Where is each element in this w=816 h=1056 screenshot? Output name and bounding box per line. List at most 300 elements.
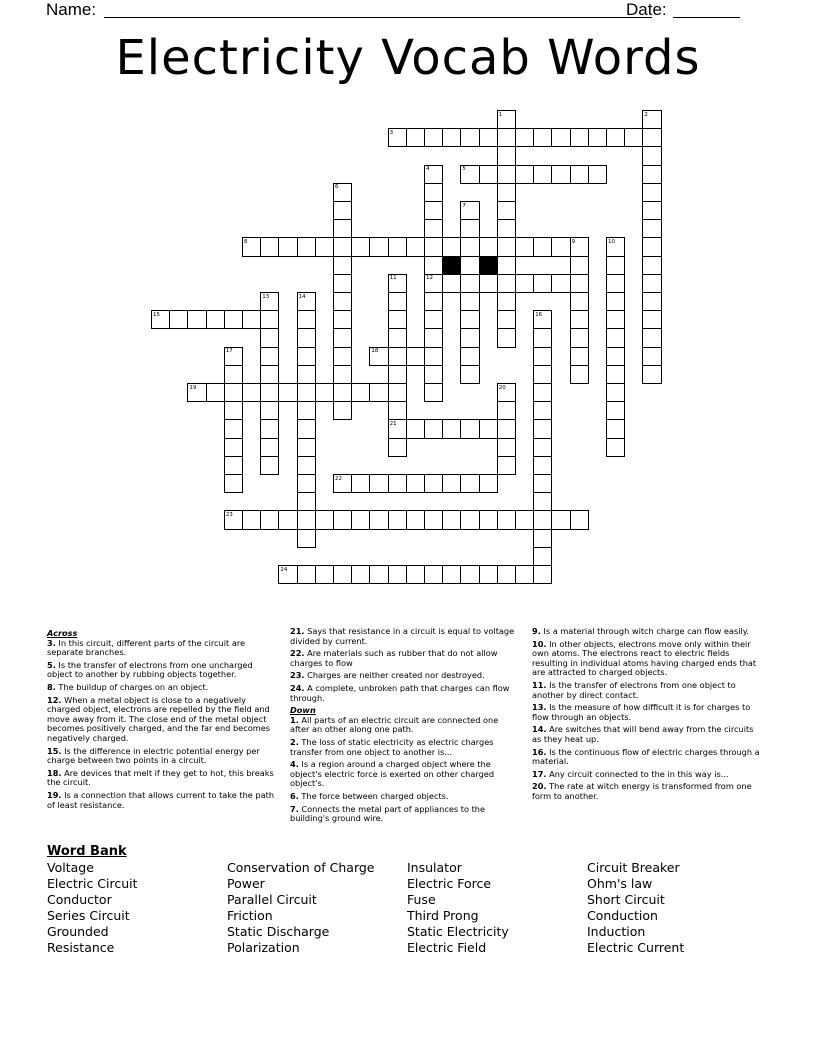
crossword-cell[interactable] [406, 510, 425, 529]
crossword-cell[interactable] [515, 510, 534, 529]
crossword-cell[interactable] [297, 510, 316, 529]
crossword-cell[interactable] [460, 565, 479, 584]
crossword-cell[interactable] [424, 510, 443, 529]
crossword-cell[interactable] [369, 237, 388, 256]
crossword-cell[interactable] [297, 310, 316, 329]
clue-text: Any circuit connected to the in this way is... [549, 768, 729, 779]
crossword-cell[interactable] [497, 183, 516, 202]
crossword-cell[interactable] [187, 310, 206, 329]
clue-number: 3. [47, 637, 56, 648]
crossword-cell[interactable] [497, 128, 516, 147]
crossword-cell[interactable] [497, 146, 516, 165]
crossword-cell[interactable] [442, 274, 461, 293]
crossword-cell[interactable] [333, 219, 352, 238]
crossword-cell[interactable] [424, 256, 443, 275]
clue-down-16 [532, 748, 762, 767]
clue-number: 6. [290, 790, 299, 801]
crossword-cell[interactable] [497, 292, 516, 311]
crossword-cell[interactable] [388, 328, 407, 347]
crossword-cell[interactable] [224, 383, 243, 402]
crossword-cell[interactable] [242, 510, 261, 529]
crossword-cell[interactable] [406, 565, 425, 584]
crossword-cell[interactable] [351, 565, 370, 584]
crossword-cell[interactable] [460, 310, 479, 329]
crossword-cell[interactable] [315, 565, 334, 584]
crossword-cell[interactable] [460, 201, 479, 220]
clue-across-3 [47, 639, 275, 658]
crossword-cell[interactable] [297, 419, 316, 438]
clue-text: In other objects, electrons move only within their own atoms. The electrons react to electric fields resulting in individual atoms having charged ends that are attracted to charged objects. [532, 638, 757, 678]
clue-number: 16. [532, 746, 547, 757]
crossword-cell[interactable] [606, 419, 625, 438]
crossword-cell[interactable] [533, 419, 552, 438]
crossword-cell[interactable] [169, 310, 188, 329]
crossword-cell[interactable] [588, 165, 607, 184]
crossword-cell[interactable] [315, 510, 334, 529]
crossword-cell[interactable] [442, 474, 461, 493]
clue-down-14 [532, 725, 762, 744]
crossword-cell[interactable] [551, 165, 570, 184]
crossword-cell[interactable] [206, 310, 225, 329]
crossword-cell[interactable] [642, 256, 661, 275]
crossword-cell[interactable] [260, 292, 279, 311]
crossword-cell[interactable] [642, 347, 661, 366]
crossword-cell[interactable] [479, 274, 498, 293]
crossword-cell[interactable] [533, 383, 552, 402]
word-bank-item: Parallel Circuit [227, 892, 317, 907]
crossword-cell[interactable] [442, 565, 461, 584]
crossword-cell[interactable] [642, 110, 661, 129]
crossword-cell[interactable] [388, 347, 407, 366]
crossword-cell[interactable] [424, 347, 443, 366]
crossword-cell[interactable] [333, 474, 352, 493]
crossword-cell[interactable] [278, 510, 297, 529]
clue-down-20 [532, 782, 762, 801]
cell-number: 20 [498, 384, 506, 391]
clue-number: 12. [47, 694, 62, 705]
crossword-cell[interactable] [533, 128, 552, 147]
crossword-cell[interactable] [460, 510, 479, 529]
crossword-cell[interactable] [497, 165, 516, 184]
crossword-cell[interactable] [388, 310, 407, 329]
crossword-cell[interactable] [515, 128, 534, 147]
crossword-cell[interactable] [388, 510, 407, 529]
crossword-cell[interactable] [497, 237, 516, 256]
crossword-cell[interactable] [570, 347, 589, 366]
crossword-cell[interactable] [406, 347, 425, 366]
word-bank-item: Ohm's law [587, 876, 653, 891]
crossword-cell[interactable] [333, 510, 352, 529]
crossword-cell[interactable] [424, 274, 443, 293]
crossword-cell[interactable] [333, 328, 352, 347]
page-title: Electricity Vocab Words [115, 30, 701, 86]
crossword-cell[interactable] [533, 547, 552, 566]
crossword-cell[interactable] [442, 237, 461, 256]
crossword-cell[interactable] [297, 438, 316, 457]
crossword-cell[interactable] [260, 365, 279, 384]
crossword-cell[interactable] [224, 474, 243, 493]
crossword-cell[interactable] [260, 383, 279, 402]
crossword-cell[interactable] [551, 274, 570, 293]
crossword-cell[interactable] [333, 383, 352, 402]
clue-text: Are materials such as rubber that do not allow charges to flow [290, 648, 498, 668]
word-bank-item: Electric Field [407, 940, 487, 955]
crossword-cell[interactable] [533, 401, 552, 420]
crossword-cell[interactable] [388, 474, 407, 493]
crossword-cell[interactable] [260, 401, 279, 420]
crossword-cell[interactable] [606, 128, 625, 147]
crossword-cell[interactable] [515, 237, 534, 256]
crossword-cell[interactable] [551, 237, 570, 256]
word-bank-item: Electric Circuit [47, 876, 138, 891]
crossword-cell[interactable] [260, 328, 279, 347]
crossword-cell[interactable] [533, 274, 552, 293]
crossword-cell[interactable] [406, 474, 425, 493]
crossword-cell[interactable] [406, 128, 425, 147]
crossword-cell[interactable] [224, 510, 243, 529]
crossword-cell[interactable] [497, 201, 516, 220]
crossword-cell[interactable] [206, 383, 225, 402]
crossword-cell[interactable] [479, 565, 498, 584]
crossword-cell[interactable] [333, 365, 352, 384]
crossword-cell[interactable] [388, 401, 407, 420]
clue-number: 13. [532, 702, 547, 713]
crossword-cell[interactable] [497, 328, 516, 347]
crossword-cell[interactable] [369, 510, 388, 529]
crossword-cell[interactable] [497, 383, 516, 402]
crossword-cell[interactable] [642, 310, 661, 329]
cell-number: 8 [244, 238, 248, 245]
crossword-cell[interactable] [351, 237, 370, 256]
crossword-cell[interactable] [606, 256, 625, 275]
crossword-cell[interactable] [533, 565, 552, 584]
crossword-cell[interactable] [333, 256, 352, 275]
crossword-cell[interactable] [460, 274, 479, 293]
crossword-cell[interactable] [424, 565, 443, 584]
crossword-cell[interactable] [460, 347, 479, 366]
word-bank-item: Fuse [407, 892, 436, 907]
clue-down-4 [290, 760, 518, 789]
crossword-cell[interactable] [606, 401, 625, 420]
crossword-cell[interactable] [606, 365, 625, 384]
clue-text: The force between charged objects. [301, 790, 449, 801]
crossword-cell[interactable] [333, 401, 352, 420]
crossword-cell[interactable] [497, 438, 516, 457]
crossword-cell[interactable] [424, 383, 443, 402]
cell-number: 7 [462, 202, 466, 209]
crossword-cell[interactable] [333, 310, 352, 329]
crossword-cell[interactable] [297, 328, 316, 347]
clue-across-5 [47, 661, 275, 680]
crossword-cell[interactable] [388, 292, 407, 311]
crossword-cell[interactable] [497, 510, 516, 529]
crossword-cell[interactable] [570, 292, 589, 311]
word-bank-list [47, 860, 767, 956]
crossword-cell[interactable] [533, 310, 552, 329]
crossword-cell[interactable] [460, 165, 479, 184]
crossword-cell[interactable] [242, 383, 261, 402]
crossword-cell[interactable] [242, 237, 261, 256]
date-field[interactable] [673, 17, 740, 18]
crossword-cell[interactable] [606, 328, 625, 347]
crossword-cell[interactable] [224, 347, 243, 366]
blocked-cell [442, 256, 461, 275]
crossword-cell[interactable] [642, 201, 661, 220]
word-bank-item: Voltage [47, 860, 94, 875]
crossword-cell[interactable] [388, 237, 407, 256]
crossword-cell[interactable] [278, 237, 297, 256]
crossword-cell[interactable] [297, 474, 316, 493]
crossword-cell[interactable] [606, 274, 625, 293]
crossword-cell[interactable] [642, 292, 661, 311]
crossword-cell[interactable] [497, 401, 516, 420]
crossword-cell[interactable] [424, 128, 443, 147]
clue-text: Charges are neither created nor destroyed. [307, 670, 485, 681]
crossword-cell[interactable] [570, 328, 589, 347]
crossword-cell[interactable] [297, 347, 316, 366]
crossword-cell[interactable] [479, 128, 498, 147]
crossword-cell[interactable] [606, 383, 625, 402]
crossword-cell[interactable] [424, 201, 443, 220]
crossword-cell[interactable] [570, 256, 589, 275]
crossword-cell[interactable] [224, 456, 243, 475]
crossword-cell[interactable] [551, 128, 570, 147]
crossword-cell[interactable] [260, 438, 279, 457]
crossword-cell[interactable] [460, 292, 479, 311]
crossword-cell[interactable] [479, 510, 498, 529]
crossword-cell[interactable] [333, 201, 352, 220]
crossword-cell[interactable] [515, 165, 534, 184]
crossword-cell[interactable] [388, 274, 407, 293]
crossword-cell[interactable] [388, 383, 407, 402]
crossword-cell[interactable] [570, 365, 589, 384]
crossword-cell[interactable] [460, 474, 479, 493]
crossword-cell[interactable] [533, 347, 552, 366]
crossword-cell[interactable] [642, 365, 661, 384]
crossword-cell[interactable] [570, 128, 589, 147]
crossword-cell[interactable] [570, 274, 589, 293]
blocked-cell [479, 256, 498, 275]
crossword-cell[interactable] [369, 565, 388, 584]
crossword-cell[interactable] [515, 565, 534, 584]
crossword-cell[interactable] [533, 328, 552, 347]
crossword-cell[interactable] [570, 165, 589, 184]
clue-text: Connects the metal part of appliances to the building's ground wire. [290, 803, 486, 824]
crossword-cell[interactable] [333, 292, 352, 311]
crossword-cell[interactable] [297, 565, 316, 584]
crossword-cell[interactable] [351, 474, 370, 493]
crossword-cell[interactable] [588, 128, 607, 147]
word-bank-item: Static Discharge [227, 924, 330, 939]
word-bank-item: Polarization [227, 940, 300, 955]
crossword-cell[interactable] [297, 529, 316, 548]
crossword-cell[interactable] [369, 383, 388, 402]
crossword-cell[interactable] [533, 492, 552, 511]
crossword-cell[interactable] [333, 347, 352, 366]
crossword-cell[interactable] [406, 419, 425, 438]
crossword-cell[interactable] [497, 110, 516, 129]
crossword-cell[interactable] [570, 510, 589, 529]
clue-across-21 [290, 627, 518, 646]
crossword-cell[interactable] [260, 456, 279, 475]
crossword-cell[interactable] [479, 474, 498, 493]
crossword-cell[interactable] [315, 383, 334, 402]
crossword-cell[interactable] [606, 292, 625, 311]
crossword-cell[interactable] [388, 438, 407, 457]
crossword-cell[interactable] [388, 419, 407, 438]
crossword-cell[interactable] [497, 565, 516, 584]
crossword-cell[interactable] [278, 565, 297, 584]
cell-number: 6 [335, 184, 339, 191]
crossword-cell[interactable] [297, 401, 316, 420]
cell-number: 16 [535, 311, 543, 318]
crossword-cell[interactable] [642, 128, 661, 147]
crossword-cell[interactable] [278, 383, 297, 402]
clue-text: Is the difference in electric potential energy per charge between two points in a circuit. [47, 745, 260, 766]
crossword-cell[interactable] [515, 274, 534, 293]
crossword-cell[interactable] [424, 237, 443, 256]
crossword-cell[interactable] [369, 474, 388, 493]
crossword-cell[interactable] [333, 183, 352, 202]
crossword-cell[interactable] [388, 365, 407, 384]
crossword-cell[interactable] [497, 419, 516, 438]
crossword-cell[interactable] [479, 419, 498, 438]
crossword-cell[interactable] [224, 401, 243, 420]
crossword-cell[interactable] [333, 237, 352, 256]
clue-across-23 [290, 671, 518, 681]
clue-number: 20. [532, 781, 547, 792]
crossword-cell[interactable] [260, 310, 279, 329]
crossword-cell[interactable] [260, 419, 279, 438]
crossword-cell[interactable] [260, 347, 279, 366]
crossword-cell[interactable] [297, 292, 316, 311]
crossword-cell[interactable] [224, 365, 243, 384]
crossword-cell[interactable] [460, 219, 479, 238]
crossword-cell[interactable] [424, 365, 443, 384]
crossword-cell[interactable] [533, 237, 552, 256]
crossword-cell[interactable] [333, 565, 352, 584]
crossword-cell[interactable] [606, 310, 625, 329]
crossword-cell[interactable] [297, 383, 316, 402]
crossword-cell[interactable] [224, 310, 243, 329]
crossword-cell[interactable] [460, 128, 479, 147]
crossword-cell[interactable] [551, 510, 570, 529]
crossword-cell[interactable] [642, 328, 661, 347]
crossword-cell[interactable] [624, 128, 643, 147]
crossword-cell[interactable] [533, 438, 552, 457]
crossword-cell[interactable] [570, 237, 589, 256]
word-bank-item: Electric Force [407, 876, 492, 891]
cell-number: 19 [189, 384, 197, 391]
crossword-cell[interactable] [406, 237, 425, 256]
crossword-cell[interactable] [424, 219, 443, 238]
crossword-cell[interactable] [533, 365, 552, 384]
crossword-cell[interactable] [297, 492, 316, 511]
crossword-cell[interactable] [606, 237, 625, 256]
crossword-cell[interactable] [224, 419, 243, 438]
crossword-cell[interactable] [533, 456, 552, 475]
crossword-cell[interactable] [606, 347, 625, 366]
crossword-cell[interactable] [460, 328, 479, 347]
cell-number: 14 [298, 293, 306, 300]
crossword-cell[interactable] [442, 510, 461, 529]
crossword-cell[interactable] [533, 510, 552, 529]
crossword-cell[interactable] [533, 165, 552, 184]
crossword-cell[interactable] [260, 510, 279, 529]
clue-across-22 [290, 649, 518, 668]
crossword-cell[interactable] [642, 237, 661, 256]
crossword-cell[interactable] [388, 565, 407, 584]
crossword-cell[interactable] [497, 274, 516, 293]
cell-number: 9 [571, 238, 576, 245]
clue-text: Is a material through witch charge can flow easily. [543, 626, 750, 636]
crossword-cell[interactable] [497, 219, 516, 238]
crossword-cell[interactable] [497, 310, 516, 329]
crossword-cell[interactable] [351, 383, 370, 402]
crossword-cell[interactable] [424, 328, 443, 347]
crossword-cell[interactable] [642, 274, 661, 293]
crossword-cell[interactable] [497, 256, 516, 275]
crossword-cell[interactable] [642, 183, 661, 202]
crossword-cell[interactable] [642, 219, 661, 238]
crossword-cell[interactable] [642, 146, 661, 165]
crossword-cell[interactable] [424, 310, 443, 329]
crossword-cell[interactable] [424, 292, 443, 311]
crossword-cell[interactable] [533, 529, 552, 548]
crossword-cell[interactable] [424, 165, 443, 184]
clue-down-11 [532, 681, 762, 700]
crossword-cell[interactable] [424, 474, 443, 493]
crossword-cell[interactable] [460, 237, 479, 256]
clue-number: 14. [532, 724, 547, 735]
clue-number: 11. [532, 679, 547, 690]
clue-number: 15. [47, 745, 62, 756]
crossword-cell[interactable] [351, 510, 370, 529]
crossword-cell[interactable] [442, 128, 461, 147]
crossword-cell[interactable] [242, 310, 261, 329]
crossword-cell[interactable] [224, 438, 243, 457]
crossword-cell[interactable] [460, 365, 479, 384]
crossword-cell[interactable] [333, 274, 352, 293]
crossword-cell[interactable] [260, 237, 279, 256]
crossword-cell[interactable] [479, 237, 498, 256]
date-label: Date: [626, 0, 667, 19]
crossword-cell[interactable] [424, 183, 443, 202]
crossword-cell[interactable] [460, 256, 479, 275]
crossword-cell[interactable] [570, 310, 589, 329]
crossword-cell[interactable] [151, 310, 170, 329]
clue-number: 2. [290, 736, 299, 747]
crossword-cell[interactable] [297, 365, 316, 384]
crossword-cell[interactable] [642, 165, 661, 184]
crossword-cell[interactable] [606, 438, 625, 457]
crossword-cell[interactable] [424, 419, 443, 438]
crossword-cell[interactable] [533, 474, 552, 493]
crossword-cell[interactable] [297, 237, 316, 256]
crossword-cell[interactable] [315, 237, 334, 256]
clue-text: When a metal object is close to a negatively charged object, electrons are repelled by the field and move away from it. The close end of the metal object becomes positively charged, and the far end becomes negatively charged. [47, 694, 270, 743]
crossword-cell[interactable] [460, 419, 479, 438]
name-field[interactable] [104, 17, 652, 18]
crossword-cell[interactable] [297, 456, 316, 475]
crossword-cell[interactable] [187, 383, 206, 402]
crossword-cell[interactable] [479, 165, 498, 184]
crossword-cell[interactable] [442, 419, 461, 438]
clue-down-7 [290, 805, 518, 824]
crossword-cell[interactable] [388, 128, 407, 147]
crossword-cell[interactable] [369, 347, 388, 366]
crossword-cell[interactable] [497, 456, 516, 475]
